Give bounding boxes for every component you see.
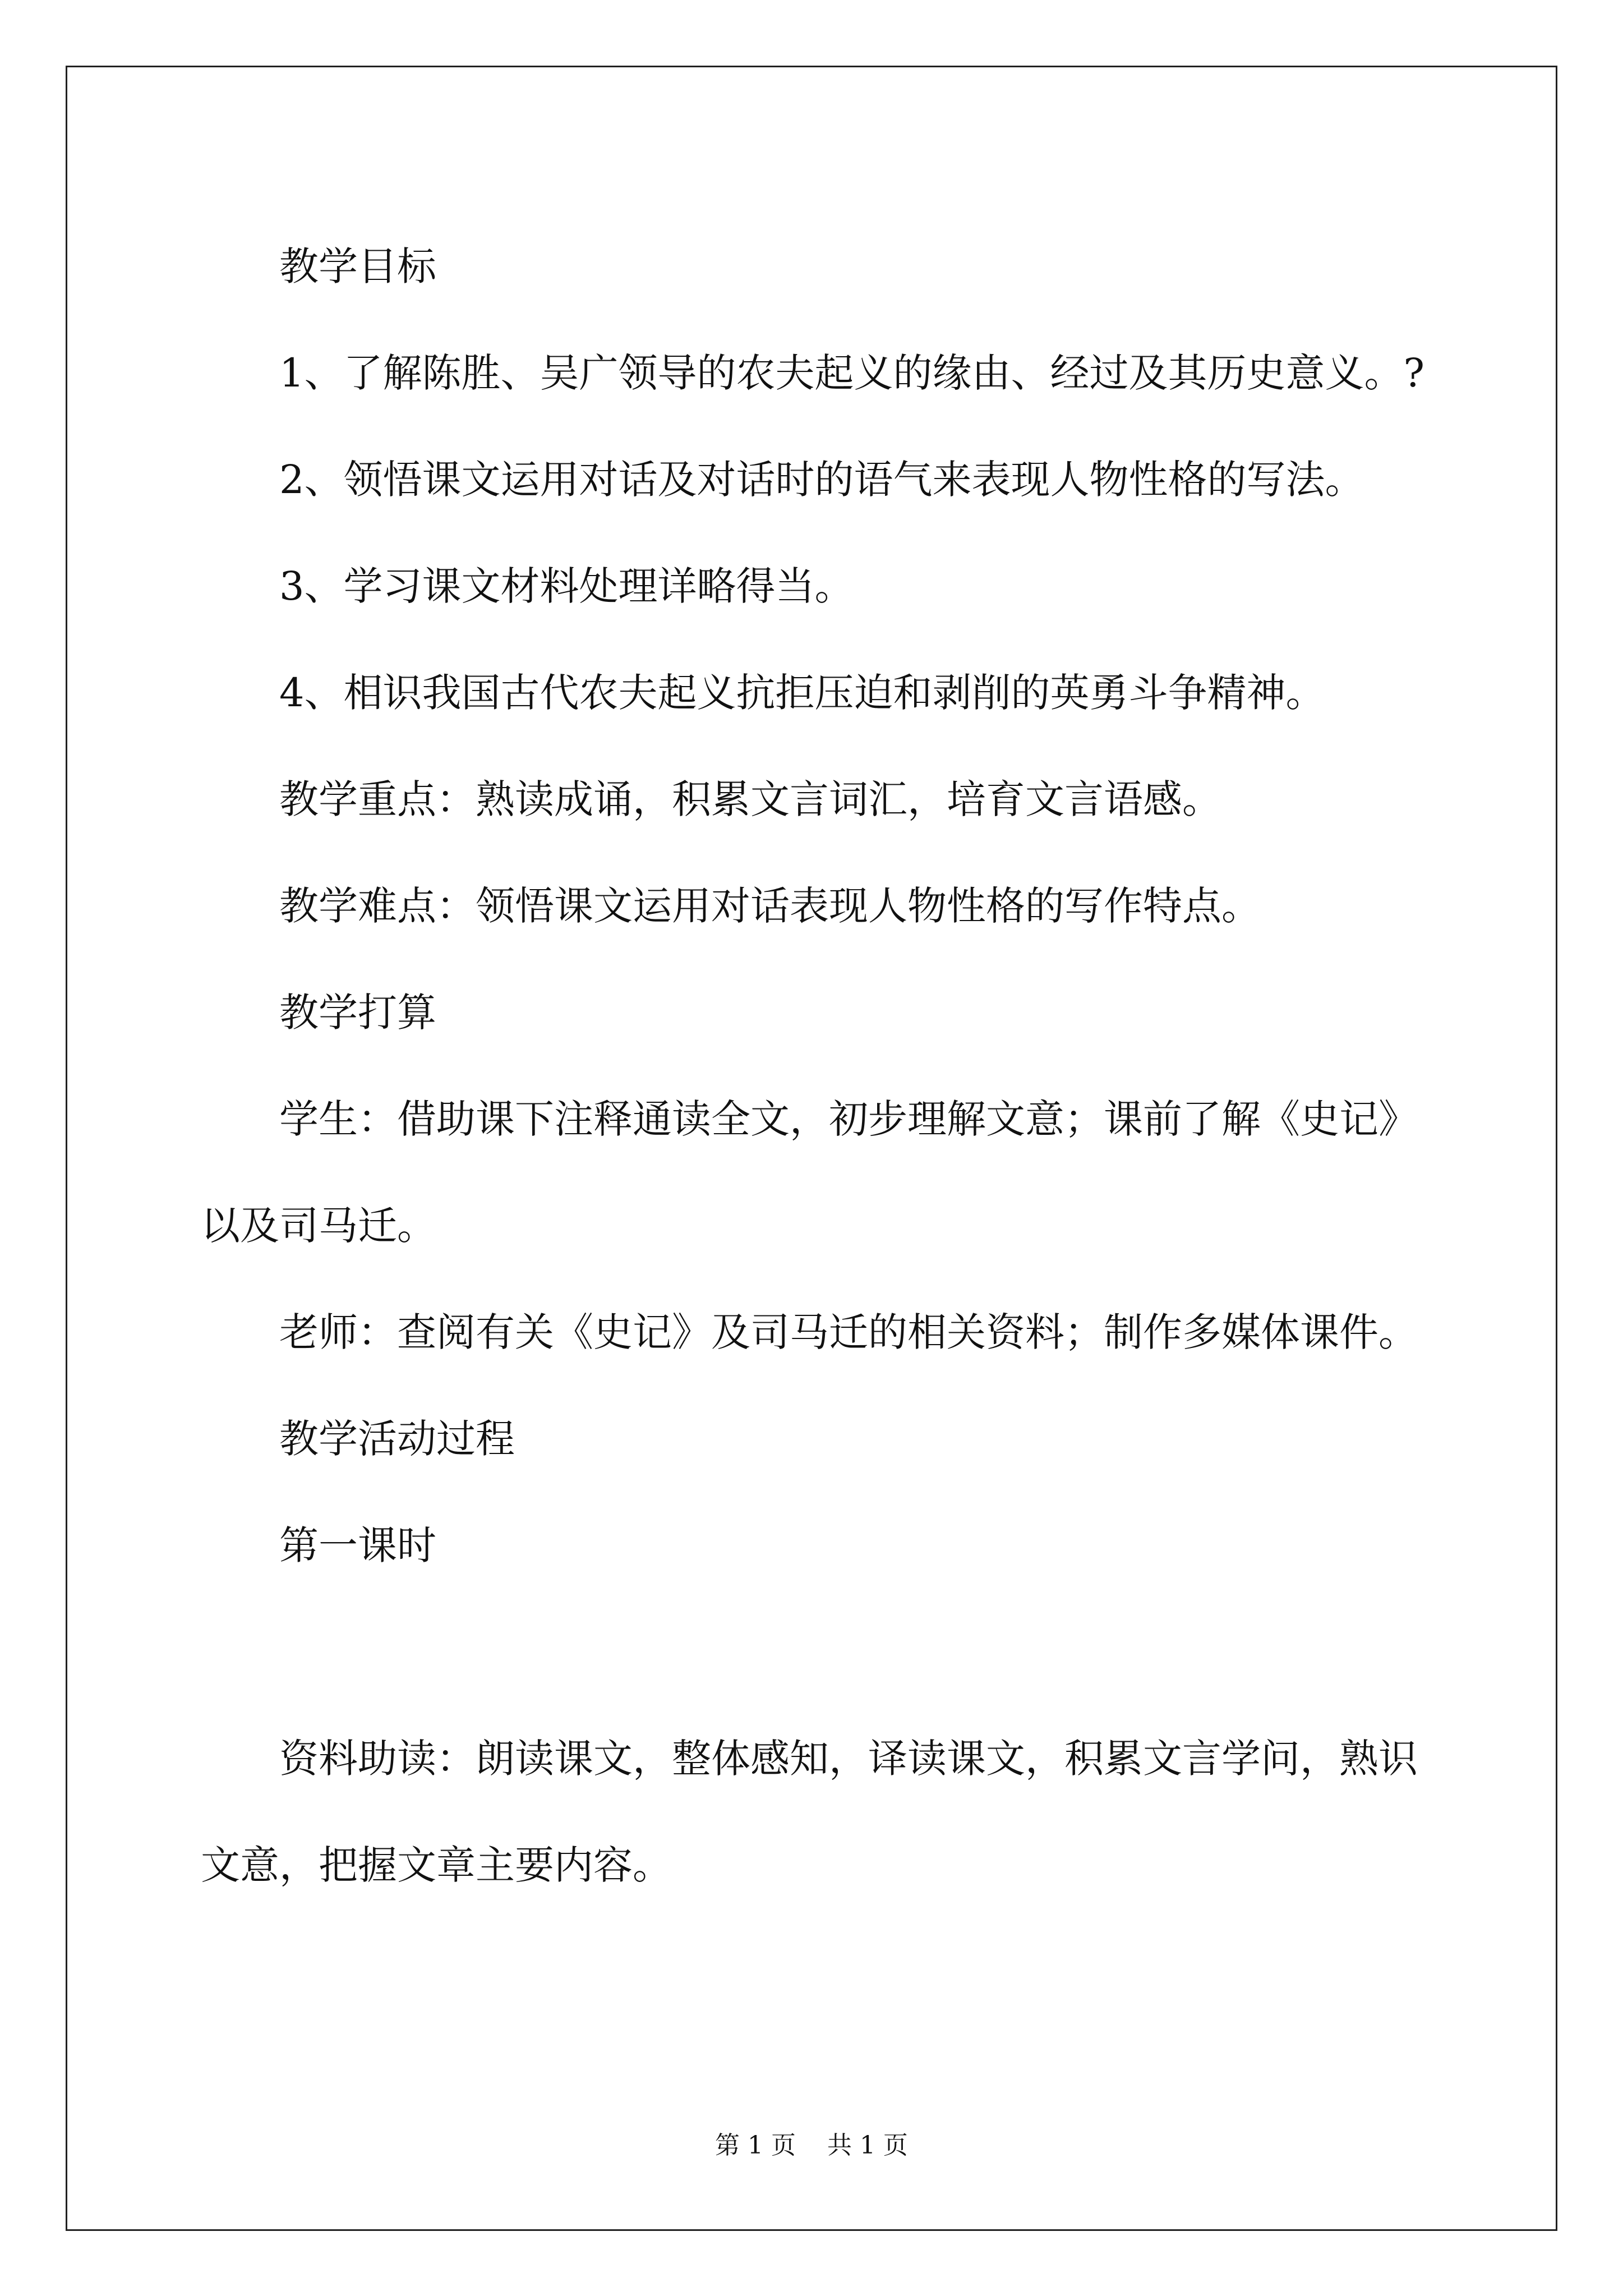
teacher-preparation: 老师：查阅有关《史记》及司马迁的相关资料；制作多媒体课件。 bbox=[279, 1309, 1418, 1355]
section-heading-process: 教学活动过程 bbox=[279, 1416, 515, 1462]
objective-2: 2、领悟课文运用对话及对话时的语气来表现人物性格的写法。 bbox=[279, 457, 1364, 503]
reading-aid: 资料助读：朗读课文，整体感知，译读课文，积累文言学问，熟识文意，把握文章主要内容。 bbox=[201, 1736, 1418, 1888]
key-points: 教学重点：熟读成诵，积累文言词汇，培育文言语感。 bbox=[279, 776, 1221, 822]
section-heading-objectives: 教学目标 bbox=[279, 243, 436, 289]
section-heading-preparation: 教学打算 bbox=[279, 990, 436, 1036]
first-lesson-heading: 第一课时 bbox=[279, 1522, 436, 1568]
objective-3: 3、学习课文材料处理详略得当。 bbox=[279, 563, 854, 609]
student-preparation: 学生：借助课下注释通读全文，初步理解文意；课前了解《史记》以及司马迁。 bbox=[201, 1096, 1418, 1249]
objective-1: 1、了解陈胜、吴广领导的农夫起义的缘由、经过及其历史意义。? bbox=[279, 350, 1425, 396]
page-footer: 第 1 页 共 1 页 bbox=[715, 2131, 908, 2160]
document-body bbox=[201, 213, 1435, 1918]
objective-4: 4、相识我国古代农夫起义抗拒压迫和剥削的英勇斗争精神。 bbox=[279, 670, 1325, 716]
difficult-points: 教学难点：领悟课文运用对话表现人物性格的写作特点。 bbox=[279, 883, 1261, 929]
blank-line bbox=[201, 1599, 1435, 1705]
